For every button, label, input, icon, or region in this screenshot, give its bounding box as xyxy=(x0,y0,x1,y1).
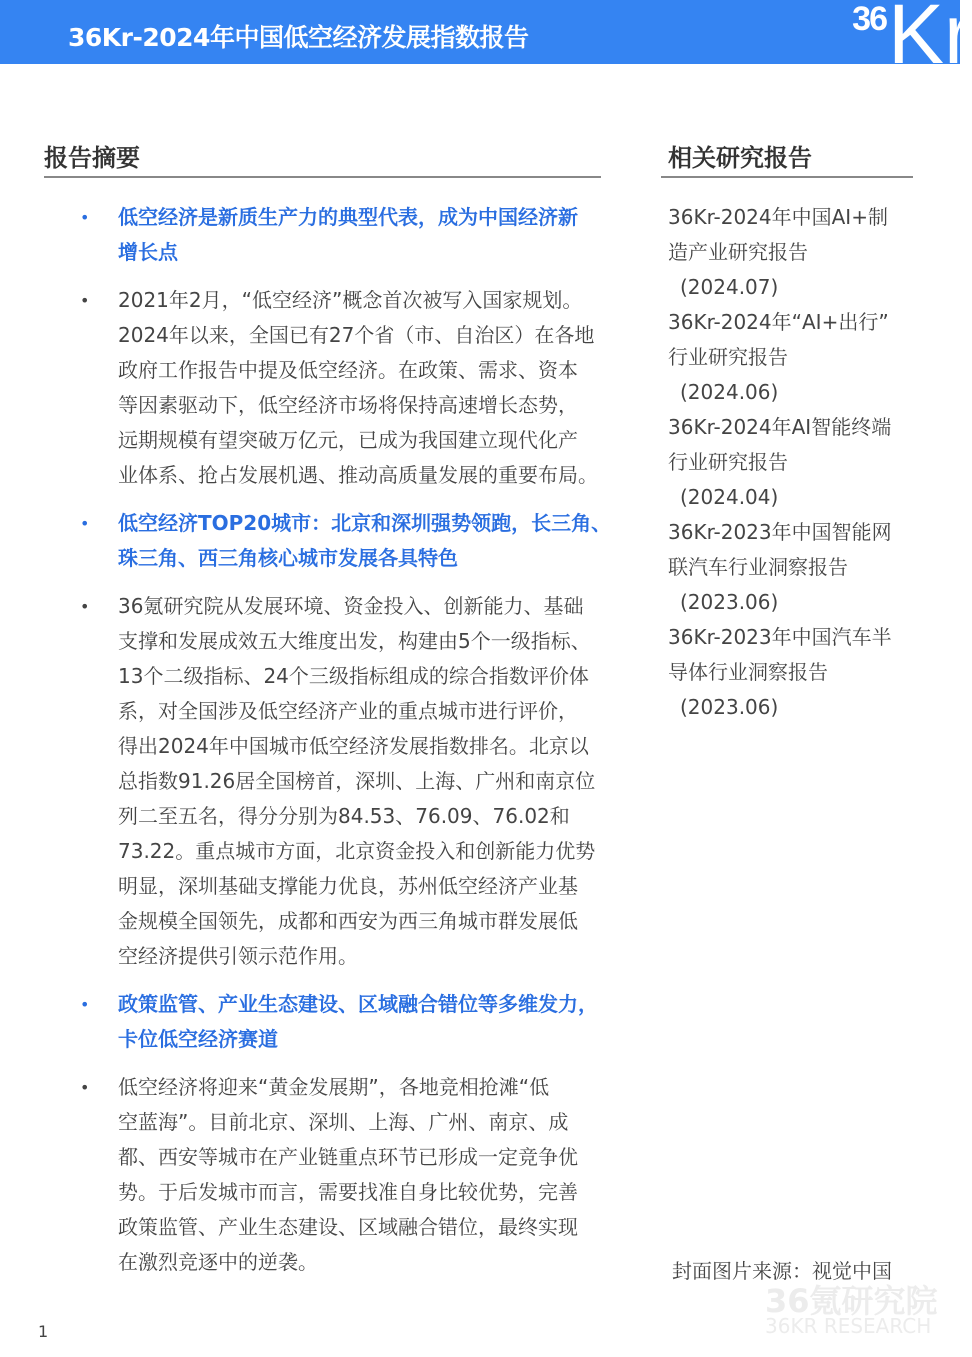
text-line: 系，对全国涉及低空经济产业的重点城市进行评价， xyxy=(118,699,578,723)
related-report-link[interactable] xyxy=(668,200,928,305)
bullet-icon: • xyxy=(80,1078,90,1097)
bullet-icon: • xyxy=(80,597,90,616)
report-date: (2024.04) xyxy=(680,485,779,509)
text-line: 明显，深圳基础支撑能力优良，苏州低空经济产业基 xyxy=(118,874,578,898)
text-line: 空蓝海”。目前北京、深圳、上海、广州、南京、成 xyxy=(118,1110,569,1134)
text-line: 列二至五名，得分分别为84.53、76.09、76.02和 xyxy=(118,804,570,828)
text-line: 低空经济TOP20城市：北京和深圳强势领跑，长三角、 xyxy=(118,511,612,535)
summary-paragraph xyxy=(78,283,638,493)
text-line: 卡位低空经济赛道 xyxy=(118,1027,278,1051)
text-line: 等因素驱动下，低空经济市场将保持高速增长态势， xyxy=(118,393,578,417)
report-title-line: 36Kr-2024年“AI+出行” xyxy=(668,310,889,334)
text-line: 空经济提供引领示范作用。 xyxy=(118,944,358,968)
text-line: 在激烈竞逐中的逆袭。 xyxy=(118,1250,318,1274)
summary-divider xyxy=(44,176,601,178)
related-report-link[interactable] xyxy=(668,410,928,515)
report-title-line: 36Kr-2023年中国汽车半 xyxy=(668,625,892,649)
text-line: 13个二级指标、24个三级指标组成的综合指数评价体 xyxy=(118,664,589,688)
text-line: 业体系、抢占发展机遇、推动高质量发展的重要布局。 xyxy=(118,463,598,487)
header-bar: 36Kr-2024年中国低空经济发展指数报告 36 Kr xyxy=(0,0,960,64)
report-title-line: 联汽车行业洞察报告 xyxy=(668,555,848,579)
bullet-icon: • xyxy=(80,995,90,1014)
text-line: 政策监管、产业生态建设、区域融合错位等多维发力， xyxy=(118,992,598,1016)
text-line: 得出2024年中国城市低空经济发展指数排名。北京以 xyxy=(118,734,589,758)
summary-heading xyxy=(78,987,638,1057)
text-line: 2024年以来，全国已有27个省（市、自治区）在各地 xyxy=(118,323,595,347)
report-title-line: 行业研究报告 xyxy=(668,450,788,474)
bullet-icon: • xyxy=(80,514,90,533)
image-source: 封面图片来源：视觉中国 xyxy=(672,1259,892,1283)
text-line: 金规模全国领先，成都和西安为西三角城市群发展低 xyxy=(118,909,578,933)
report-date: (2024.07) xyxy=(680,275,779,299)
report-title-line: 36Kr-2024年AI智能终端 xyxy=(668,415,892,439)
report-title-line: 36Kr-2023年中国智能网 xyxy=(668,520,892,544)
page-number: 1 xyxy=(38,1322,49,1341)
text-line: 低空经济是新质生产力的典型代表，成为中国经济新 xyxy=(118,205,578,229)
text-line: 远期规模有望突破万亿元，已成为我国建立现代化产 xyxy=(118,428,578,452)
related-report-link[interactable] xyxy=(668,620,928,725)
text-line: 势。于后发城市而言，需要找准自身比较优势，完善 xyxy=(118,1180,578,1204)
text-line: 都、西安等城市在产业链重点环节已形成一定竞争优 xyxy=(118,1145,578,1169)
related-divider xyxy=(661,176,913,178)
related-reports-list xyxy=(668,200,928,725)
text-line: 政策监管、产业生态建设、区域融合错位，最终实现 xyxy=(118,1215,578,1239)
text-line: 73.22。重点城市方面，北京资金投入和创新能力优势 xyxy=(118,839,596,863)
report-title-line: 导体行业洞察报告 xyxy=(668,660,828,684)
summary-list xyxy=(78,200,638,1293)
summary-heading xyxy=(78,200,638,270)
report-title: 36Kr-2024年中国低空经济发展指数报告 xyxy=(68,23,529,52)
report-title-line: 行业研究报告 xyxy=(668,345,788,369)
text-line: 支撑和发展成效五大维度出发，构建由5个一级指标、 xyxy=(118,629,591,653)
summary-heading xyxy=(78,506,638,576)
watermark-cn: 36氪研究院 xyxy=(765,1282,938,1320)
report-date: (2024.06) xyxy=(680,380,779,404)
bullet-icon: • xyxy=(80,291,90,310)
text-line: 2021年2月，“低空经济”概念首次被写入国家规划。 xyxy=(118,288,583,312)
summary-paragraph xyxy=(78,589,638,974)
report-title-line: 36Kr-2024年中国AI+制 xyxy=(668,205,888,229)
report-title-line: 造产业研究报告 xyxy=(668,240,808,264)
text-line: 低空经济将迎来“黄金发展期”，各地竞相抢滩“低 xyxy=(118,1075,550,1099)
related-title: 相关研究报告 xyxy=(668,144,812,172)
text-line: 36氪研究院从发展环境、资金投入、创新能力、基础 xyxy=(118,594,584,618)
report-date: (2023.06) xyxy=(680,695,779,719)
related-report-link[interactable] xyxy=(668,515,928,620)
summary-title: 报告摘要 xyxy=(44,144,140,172)
text-line: 政府工作报告中提及低空经济。在政策、需求、资本 xyxy=(118,358,578,382)
watermark-en: 36KR RESEARCH xyxy=(765,1314,932,1338)
text-line: 增长点 xyxy=(118,240,178,264)
related-report-link[interactable] xyxy=(668,305,928,410)
text-line: 珠三角、西三角核心城市发展各具特色 xyxy=(118,546,458,570)
summary-paragraph xyxy=(78,1070,638,1280)
text-line: 总指数91.26居全国榜首，深圳、上海、广州和南京位 xyxy=(118,769,596,793)
report-date: (2023.06) xyxy=(680,590,779,614)
bullet-icon: • xyxy=(80,208,90,227)
